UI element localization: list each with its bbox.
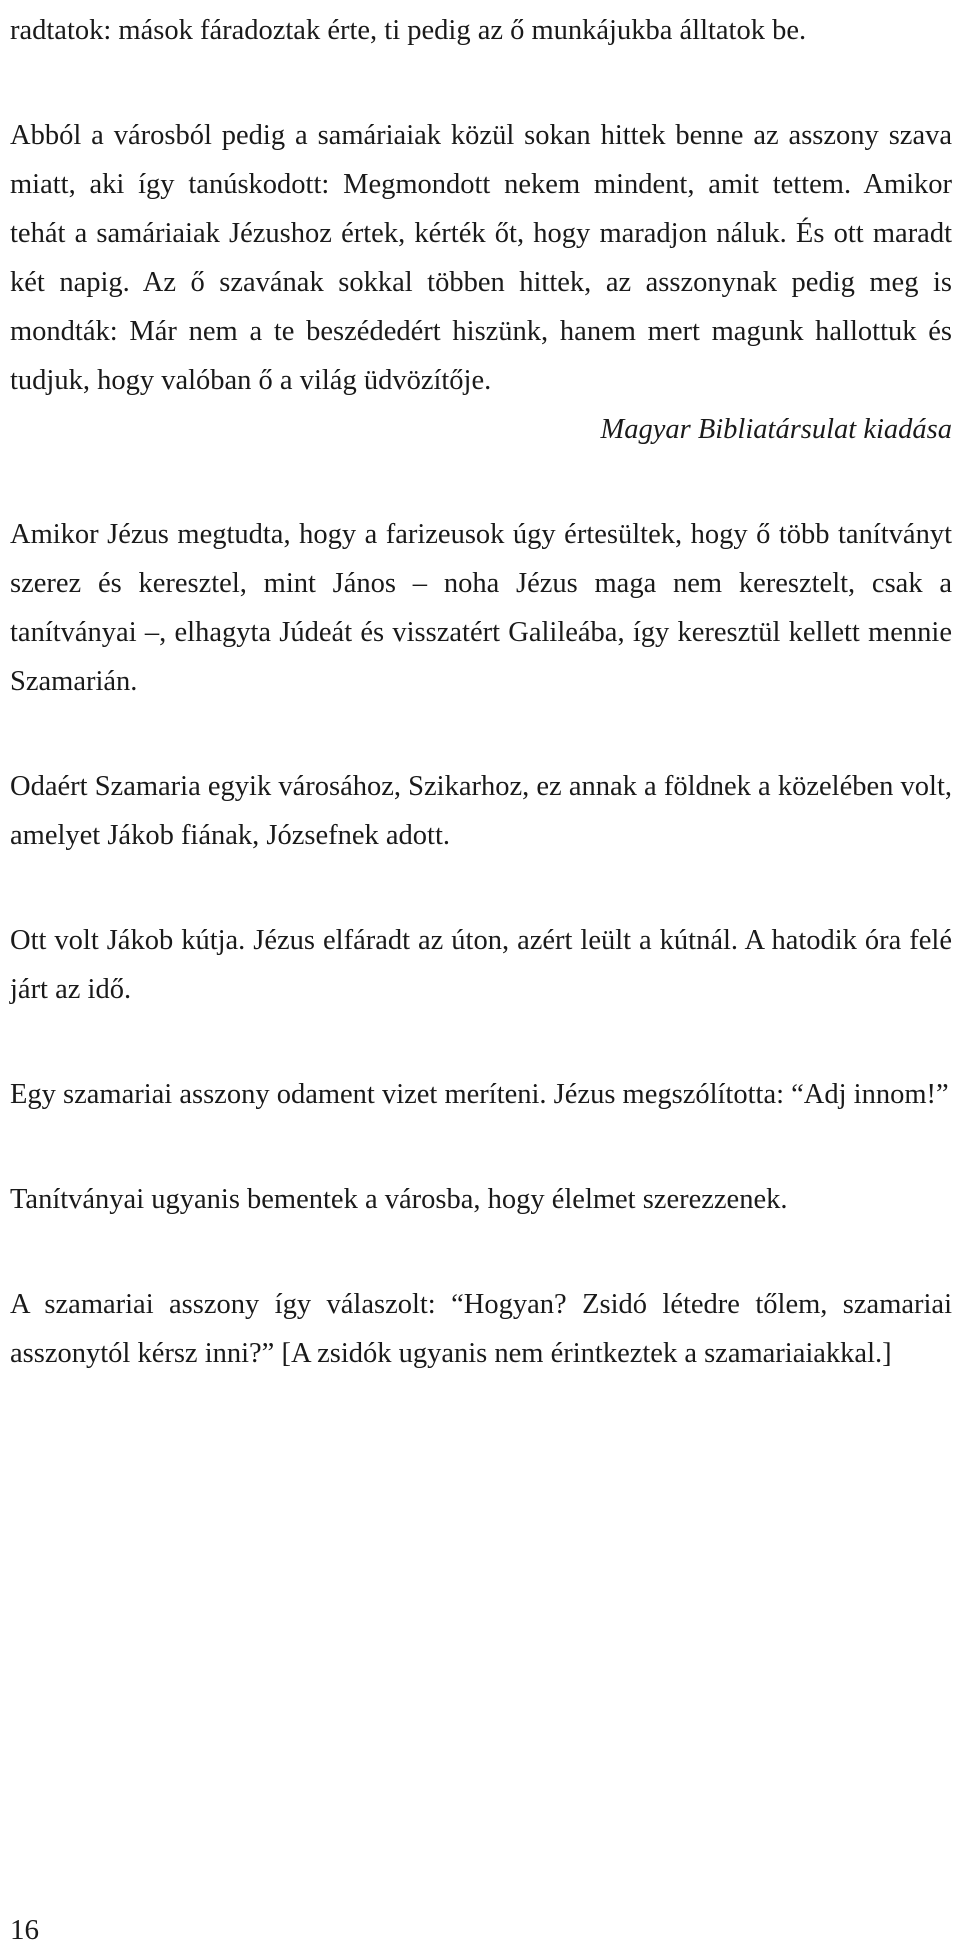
paragraph-continuation: radtatok: mások fáradoztak érte, ti pedig az ő munkájukba álltatok be. — [10, 15, 807, 46]
paragraph-gap — [10, 55, 952, 111]
paragraph-sychar: Odaért Szamaria egyik városához, Szikarhoz, ez annak a földnek a közelében volt, amelyet Jákob fiának, Józsefnek adott. — [10, 771, 952, 851]
translation-attribution: Magyar Bibliatársulat kiadása — [600, 414, 952, 445]
paragraph-gap — [10, 1014, 952, 1070]
paragraph-samaritan-woman: Egy szamariai asszony odament vizet meríteni. Jézus megszólította: “Adj innom!” — [10, 1079, 949, 1110]
paragraph-gap — [10, 706, 952, 762]
page-body — [10, 6, 952, 1378]
paragraph-woman-answer: A szamariai asszony így válaszolt: “Hogyan? Zsidó létedre tőlem, szamariai asszonytól kérsz inni?” [A zsidók ugyanis nem érintkeztek a szamariaiakkal.] — [10, 1289, 952, 1369]
paragraph-gap — [10, 1119, 952, 1175]
paragraph-samaritans-believed: Abból a városból pedig a samáriaiak közül sokan hittek benne az asszony szava miatt, aki így tanúskodott: Megmondott nekem mindent, amit tettem. Amikor tehát a samáriaiak Jézushoz értek, kérték őt, hogy maradjon náluk. És ott maradt két napig. Az ő szavának sokkal többen hittek, az asszonynak pedig meg is mondták: Már nem a te beszédedért hiszünk, hanem mert magunk hallottuk és tudjuk, hogy valóban ő a világ üdvözítője. — [10, 120, 952, 396]
paragraph-jacobs-well: Ott volt Jákob kútja. Jézus elfáradt az úton, azért leült a kútnál. A hatodik óra felé járt az idő. — [10, 925, 952, 1005]
paragraph-jesus-learned: Amikor Jézus megtudta, hogy a farizeusok úgy értesültek, hogy ő több tanítványt szerez és keresztel, mint János – noha Jézus maga nem keresztelt, csak a tanítványai –, elhagyta Júdeát és visszatért Galileába, így keresztül kellett mennie Szamarián. — [10, 519, 952, 697]
paragraph-gap — [10, 860, 952, 916]
paragraph-gap — [10, 454, 952, 510]
paragraph-gap — [10, 1224, 952, 1280]
paragraph-disciples-food: Tanítványai ugyanis bementek a városba, hogy élelmet szerezzenek. — [10, 1184, 788, 1215]
page-number: 16 — [10, 1914, 39, 1946]
